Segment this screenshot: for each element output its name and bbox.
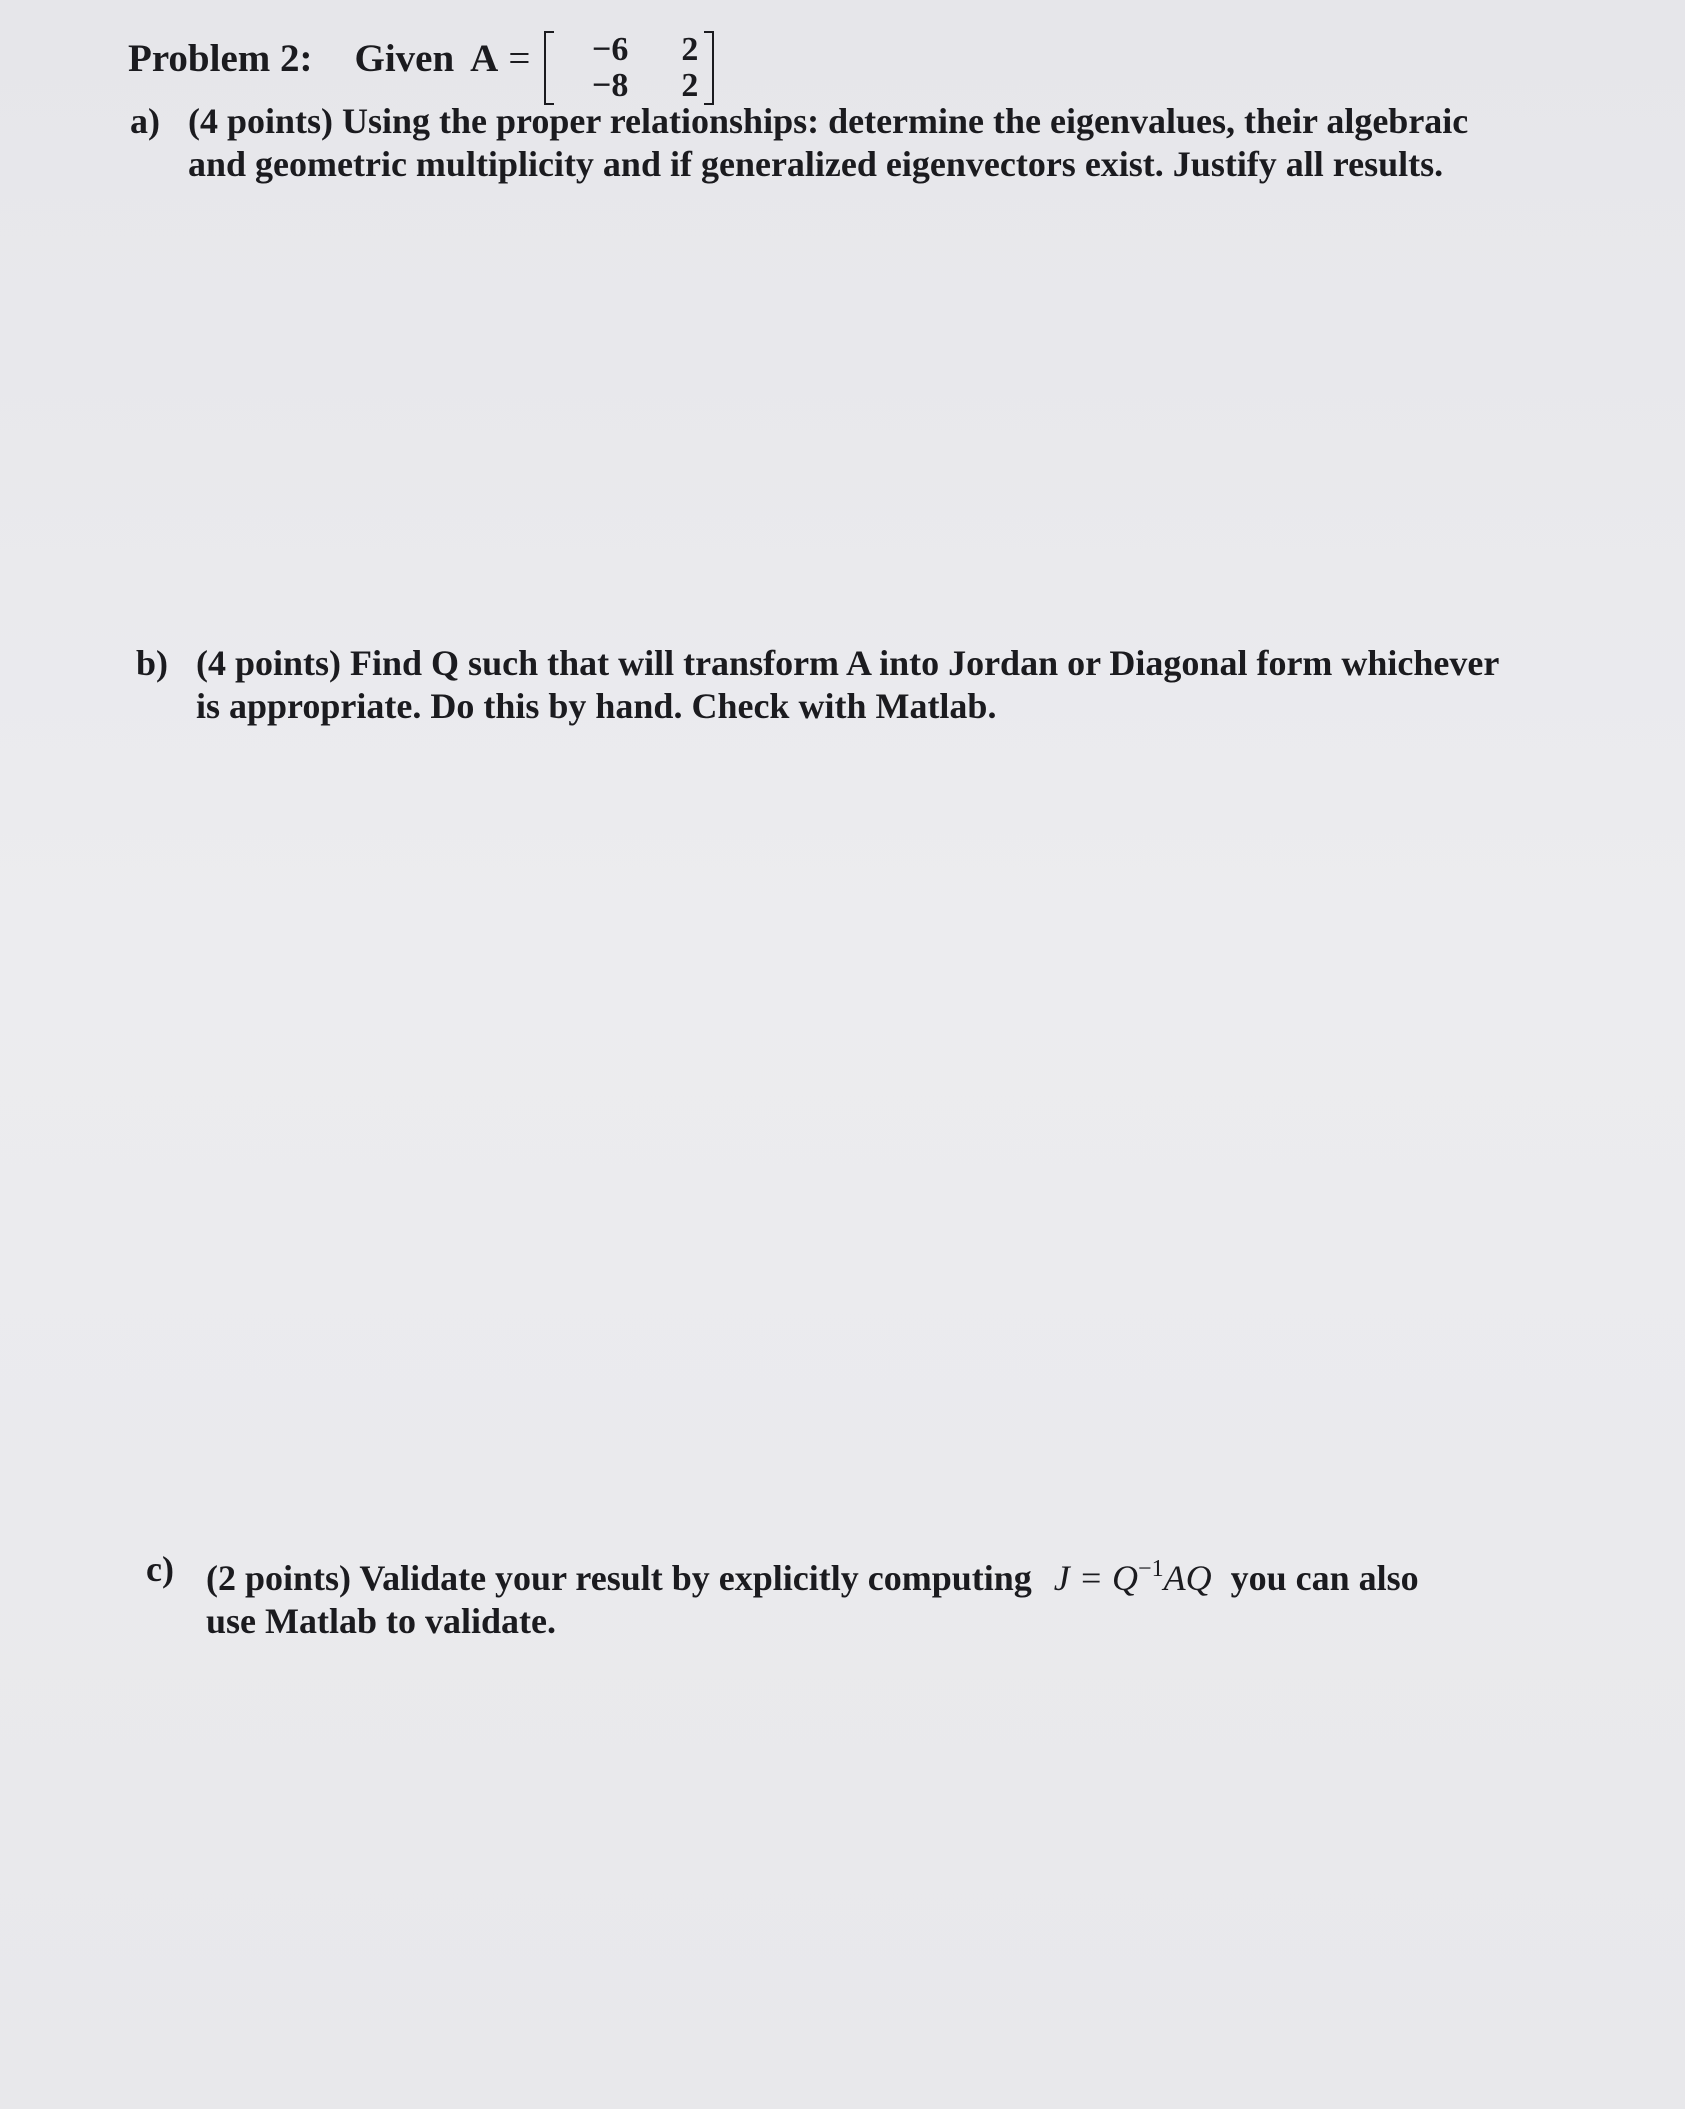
problem-header — [128, 18, 714, 104]
part-b-label: b) — [136, 643, 169, 683]
part-c-line-1-pre: (2 points) Validate your result by explicitly computing — [206, 1558, 1032, 1598]
part-c-label: c) — [146, 1549, 174, 1589]
part-c-line-1-post: you can also — [1230, 1558, 1419, 1598]
matrix-entries — [554, 32, 704, 104]
matrix-name: A — [470, 36, 499, 80]
problem-number: Problem 2: — [128, 36, 313, 80]
part-a-line-2: and geometric multiplicity and if generalized eigenvectors exist. Justify all results. — [188, 144, 1444, 184]
equation-inverse-exponent: −1 — [1138, 1556, 1164, 1582]
matrix-entry-r2c1: −8 — [591, 67, 629, 104]
matrix-a — [544, 28, 714, 108]
matrix-entry-r1c2: 2 — [681, 31, 699, 68]
equals-sign: = — [508, 36, 531, 80]
part-a-text — [188, 100, 1468, 186]
part-c-line-1 — [206, 1548, 1419, 1600]
part-c-text — [206, 1548, 1419, 1643]
left-bracket — [544, 31, 554, 105]
part-b-line-1: (4 points) Find Q such that will transform A into Jordan or Diagonal form whichever — [196, 643, 1500, 683]
given-label: Given — [354, 36, 455, 80]
matrix-entry-r1c1: −6 — [591, 31, 629, 68]
right-bracket — [704, 31, 714, 105]
matrix-entry-r2c2: 2 — [681, 67, 699, 104]
part-a-label: a) — [130, 101, 160, 141]
equation-lhs: J = Q — [1053, 1558, 1139, 1598]
part-b-line-2: is appropriate. Do this by hand. Check with Matlab. — [196, 686, 997, 726]
part-c-line-2: use Matlab to validate. — [206, 1601, 556, 1641]
part-b-text — [196, 642, 1499, 728]
equation-rhs: AQ — [1163, 1558, 1212, 1598]
part-a-line-1: (4 points) Using the proper relationships: determine the eigenvalues, their algebraic — [188, 101, 1469, 141]
jordan-equation — [1054, 1558, 1212, 1598]
